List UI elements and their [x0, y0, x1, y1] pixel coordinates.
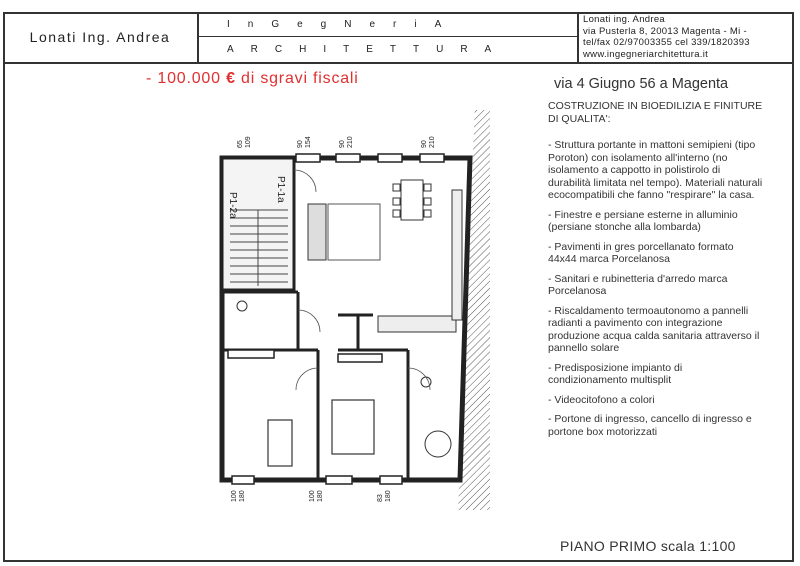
contact-website: www.ingegneriarchitettura.it — [583, 48, 709, 60]
dim-label: 180 — [317, 490, 324, 502]
dim-label: 100 — [309, 490, 316, 502]
double-bed — [332, 400, 374, 454]
dim-label: 109 — [245, 136, 252, 148]
stair-label-p1-2a: P1-2a — [227, 192, 238, 219]
feature-item: - Riscaldamento termoautonomo a pannelli radianti a pavimento con integrazione produzione acqua calda sanitaria attraverso il pannello solare — [548, 304, 760, 354]
title-block — [3, 12, 794, 64]
euro-symbol: € — [226, 70, 236, 87]
feature-item: - Predisposizione impianto di condizionamento multisplit — [548, 361, 683, 386]
toilet — [237, 301, 247, 311]
tax-relief-banner — [146, 70, 359, 88]
firm-line-architettura: ARCHITETTURA — [227, 44, 509, 55]
promo-text: di sgravi fiscali — [241, 70, 359, 87]
dim-label: 180 — [239, 490, 246, 502]
dim-label: 154 — [305, 136, 312, 148]
dim-label: 90 — [297, 140, 304, 148]
dim-label: 83 — [377, 494, 384, 502]
dim-label: 210 — [429, 136, 436, 148]
features-list — [548, 100, 763, 445]
contact-block — [583, 14, 793, 60]
dim-label: 90 — [339, 140, 346, 148]
feature-item: - Sanitari e rubinetteria d'arredo marca Porcelanosa — [548, 272, 728, 297]
plan-title-scale: PIANO PRIMO scala 1:100 — [560, 538, 736, 554]
promo-amount: - 100.000 — [146, 70, 221, 87]
single-bed — [268, 420, 292, 466]
features-heading: COSTRUZIONE IN BIOEDILIZIA E FINITURE DI QUALITA': — [548, 100, 763, 125]
sofa — [308, 204, 326, 260]
feature-item: - Struttura portante in mattoni semipieni (tipo Poroton) con isolamento all'interno (no isolamento a cappotto in polistirolo di durabilità limitata nel tempo). Materiali naturali ecocompatibili che fanno "respirare" la casa. — [548, 139, 763, 201]
feature-item: - Portone di ingresso, cancello di ingresso e portone box motorizzati — [548, 413, 752, 438]
kitchen-counter — [378, 316, 456, 332]
firm-name — [199, 12, 579, 62]
feature-item: - Pavimenti in gres porcellanato formato 44x44 marca Porcelanosa — [548, 240, 734, 265]
dim-label: 180 — [385, 490, 392, 502]
stair-label-p1-1a: P1-1a — [275, 176, 286, 203]
dim-label: 90 — [421, 140, 428, 148]
kitchen-cabinets — [452, 190, 462, 320]
living-rug — [328, 204, 380, 260]
firm-line-ingegneria: InGegNeriA — [199, 12, 577, 37]
dim-label: 100 — [231, 490, 238, 502]
contact-line: tel/fax 02/97003355 cel 339/1820393 — [583, 37, 750, 48]
property-address: via 4 Giugno 56 a Magenta — [554, 76, 729, 92]
author-name: Lonati Ing. Andrea — [3, 12, 199, 62]
feature-item: - Finestre e persiane esterne in alluminio (persiane stonche alla lombarda) — [548, 208, 738, 233]
contact-line: Lonati ing. Andrea — [583, 14, 665, 25]
dim-label: 65 — [237, 140, 244, 148]
feature-item: - Videocitofono a colori — [548, 393, 655, 406]
dining-table — [401, 180, 423, 220]
dim-label: 210 — [347, 136, 354, 148]
shower — [425, 431, 451, 457]
contact-line: via Pusterla 8, 20013 Magenta - Mi - — [583, 25, 747, 37]
floor-plan — [208, 110, 490, 510]
